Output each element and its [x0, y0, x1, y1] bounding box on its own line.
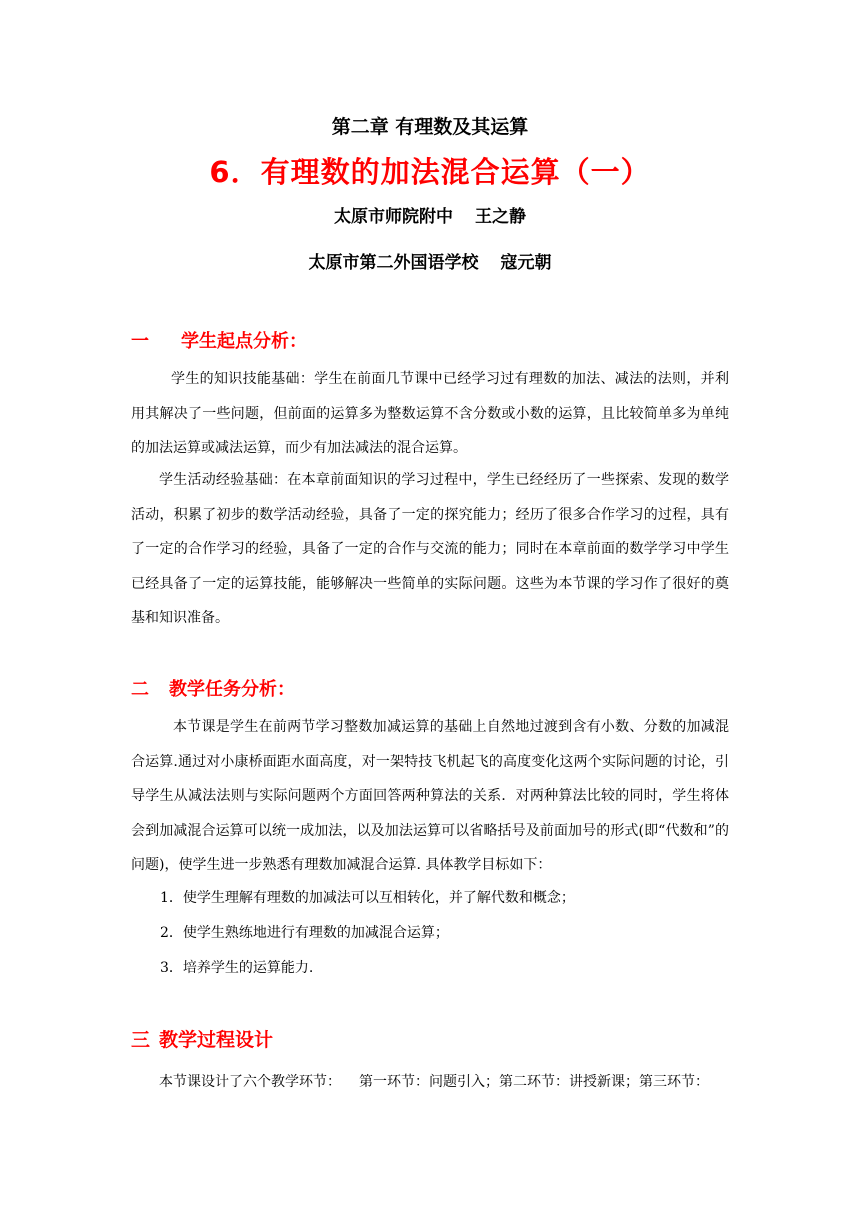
lesson-title: 6．有理数的加法混合运算（一） [209, 155, 651, 189]
author1-name: 王之静 [475, 207, 526, 227]
author1-school: 太原市师院附中 [334, 207, 453, 227]
section-3-intro-continued: 第一环节：问题引入；第二环节：讲授新课；第三环节： [359, 1074, 709, 1090]
section-2-number: 二 [131, 679, 149, 700]
section-2-title: 教学任务分析： [169, 679, 295, 700]
author2-name: 寇元朝 [500, 253, 552, 273]
section-1-number: 一 [131, 331, 149, 352]
section-1-paragraph-1: 学生的知识技能基础：学生在前面几节课中已经学习过有理数的加法、减法的法则，并利用其解决了一些问题，但前面的运算多为整数运算不含分数或小数的运算，且比较简单多为单纯的加法运算或减法运算，而少有加法减法的混合运算。 [131, 371, 729, 456]
section-3-intro-text: 本节课设计了六个教学环节： [159, 1074, 341, 1090]
section-3-number: 三 [131, 1029, 151, 1051]
section-3-intro [131, 1065, 729, 1100]
goal-item-2: 2．使学生熟练地进行有理数的加减混合运算； [160, 925, 449, 941]
section-2-paragraph-1: 本节课是学生在前两节学习整数加减运算的基础上自然地过渡到含有小数、分数的加减混合运算.通过对小康桥面距水面高度，对一架特技飞机起飞的高度变化这两个实际问题的讨论，引导学生从减法法则与实际问题两个方面回答两种算法的关系．对两种算法比较的同时，学生将体会到加减混合运算可以统一成加法，以及加法运算可以省略括号及前面加号的形式(即“代数和”的问题)，使学生进一步熟悉有理数加减混合运算. 具体教学目标如下： [131, 719, 729, 873]
section-1-heading [131, 330, 307, 354]
chapter-title: 第二章 有理数及其运算 [331, 116, 529, 138]
author-line-1 [0, 205, 860, 229]
section-1-title: 学生起点分析： [181, 331, 307, 352]
section-1-paragraph-2: 学生活动经验基础：在本章前面知识的学习过程中，学生已经经历了一些探索、发现的数学活动，积累了初步的数学活动经验，具备了一定的探究能力；经历了很多合作学习的过程，具有了一定的合作学习的经验，具备了一定的合作与交流的能力；同时在本章前面的数学学习中学生已经具备了一定的运算技能，能够解决一些简单的实际问题。这些为本节课的学习作了很好的奠基和知识准备。 [131, 472, 729, 626]
author-line-2 [0, 251, 860, 275]
goal-item-3: 3．培养学生的运算能力. [160, 960, 314, 976]
section-2-heading [131, 678, 295, 702]
author2-school: 太原市第二外国语学校 [308, 253, 479, 273]
section-3-heading [131, 1027, 273, 1053]
section-3-title: 教学过程设计 [159, 1029, 274, 1051]
goal-item-1: 1．使学生理解有理数的加减法可以互相转化，并了解代数和概念； [160, 890, 575, 906]
